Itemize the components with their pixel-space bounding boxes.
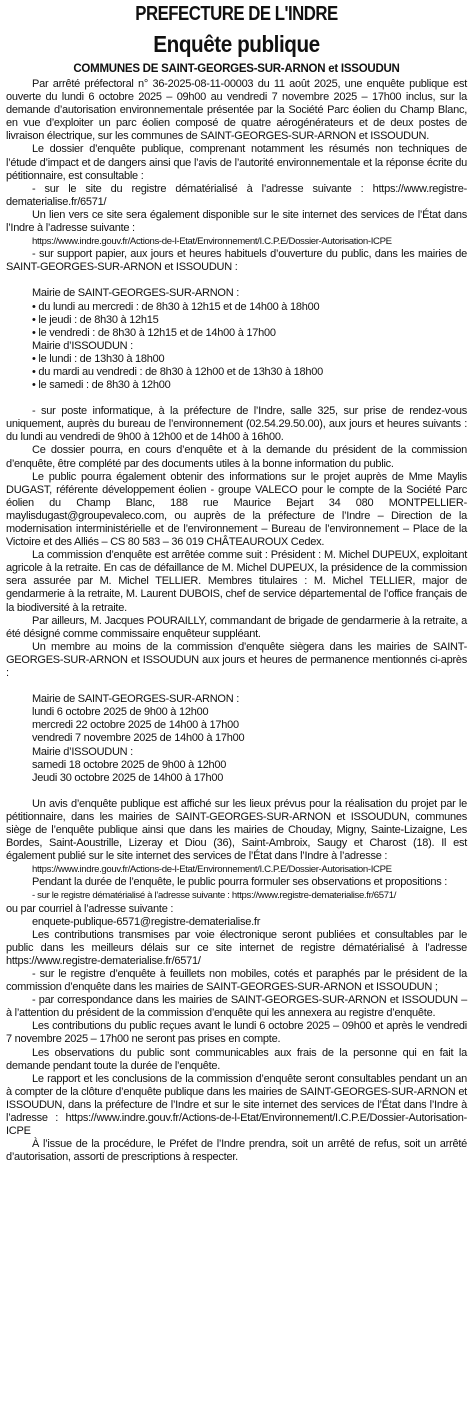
hours-line: • le jeudi : de 8h30 à 12h15 xyxy=(32,313,159,326)
paragraph-substitute: Par ailleurs, M. Jacques POURAILLY, commandant de brigade de gendarmerie à la retraite, a été désigné comme commissaire enquêteur suppléant. xyxy=(6,614,467,640)
paragraph-decision: À l’issue de la procédure, le Préfet de l’Indre prendra, soit un arrêté de refus, soit un arrêté d’autorisation, assorti de prescriptions à respecter. xyxy=(6,1138,467,1164)
paragraph-deadline: Les contributions du public reçues avant le lundi 6 octobre 2025 – 09h00 et après le vendredi 7 novembre 2025 – 17h00 ne seront pas prises en compte. xyxy=(6,1020,467,1046)
url-prefecture-1: https://www.indre.gouv.fr/Actions-de-l-Etat/Environnement/I.C.P.E/Dossier-Autorisation-ICPE xyxy=(32,236,392,248)
paragraph-communicable: Les observations du public sont communicables aux frais de la personne qui en fait la demande pendant toute la durée de l’enquête. xyxy=(6,1046,467,1072)
permanence-line: mercredi 22 octobre 2025 de 14h00 à 17h00 xyxy=(32,719,239,732)
notice-title: Enquête publique xyxy=(153,31,320,57)
mairie-hours-block xyxy=(6,287,467,392)
paragraph-link-info: Un lien vers ce site sera également disponible sur le site internet des services de l’État dans l’Indre à l’adresse suivante : xyxy=(6,208,467,235)
hours-line: Mairie d’ISSOUDUN : xyxy=(32,339,133,352)
paragraph-online-observations: - sur le registre dématérialisé à l’adresse suivante : https://www.registre-dematerialise.fr/6571/ xyxy=(32,890,397,902)
paragraph-dossier: Le dossier d’enquête publique, comprenant notamment les résumés non techniques de l’étude d’impact et de dangers ainsi que l’avis de l’autorité environnementale et la réponse écrite du pétitionnaire, est consultable : xyxy=(6,143,467,182)
paragraph-report: Le rapport et les conclusions de la commission d’enquête seront consultables pendant un an à compter de la clôture d’enquête publique dans les mairies de SAINT-GEORGES-SUR-ARNON et ISSOUDUN, dans la préfecture de l’Indre et sur le site internet des services de l’État dans l’Indre à l’adresse : https://www.indre.gouv.fr/Actions-de-l-Etat/Environnement/I.C.P.E/Dossier-Autorisation-ICPE xyxy=(6,1072,467,1138)
paragraph-email-intro: ou par courriel à l’adresse suivante : xyxy=(6,902,174,915)
email-address: enquete-publique-6571@registre-dematerialise.fr xyxy=(32,915,261,928)
paragraph-observations: Pendant la durée de l’enquête, le public pourra formuler ses observations et propositions : xyxy=(32,876,448,889)
prefecture-heading: PREFECTURE DE L'INDRE xyxy=(135,3,338,25)
paragraph-decree: Par arrêté préfectoral n° 36-2025-08-11-00003 du 11 août 2025, une enquête publique est ouverte du lundi 6 octobre 2025 – 09h00 au vendredi 7 novembre 2025 – 17h00 inclus, sur la demande d’autorisation environnementale présentée par la Société Parc éolien du Champ Blanc, en vue d’exploiter un parc éolien composé de quatre aérogénérateurs et de deux postes de livraison électrique, sur les communes de SAINT-GEORGES-SUR-ARNON et ISSOUDUN. xyxy=(6,78,467,143)
permanence-line: vendredi 7 novembre 2025 de 14h00 à 17h00 xyxy=(32,732,245,745)
paragraph-online-register: - sur le site du registre dématérialisé à l’adresse suivante : https://www.registre-dematerialise.fr/6571/ xyxy=(6,182,467,208)
paragraph-commission: La commission d’enquête est arrêtée comme suit : Président : M. Michel DUPEUX, exploitant agricole à la retraite. En cas de défaillance de M. Michel DUPEUX, la présidence de la commission sera assurée par M. Michel TELLIER. Membres titulaires : M. Michel TELLIER, major de gendarmerie à la retraite, M. Laurent DUBOIS, chef de service départemental de l’office français de la biodiversité à la retraite. xyxy=(6,549,467,614)
paragraph-display-notice: Un avis d’enquête publique est affiché sur les lieux prévus pour la réalisation du projet par le pétitionnaire, dans les mairies de SAINT-GEORGES-SUR-ARNON et ISSOUDUN, communes siège de l’enquête publique ainsi que dans les mairies de Chouday, Migny, Sainte-Lizaigne, Les Bordes, Saint-Aoustrille, Lizeray et Diou (36), Saint-Ambroix, Saugy et Charost (18). Il est également publié sur le site internet des services de l’État dans l’Indre à l’adresse : xyxy=(6,797,467,863)
paragraph-correspondence: - par correspondance dans les mairies de SAINT-GEORGES-SUR-ARNON et ISSOUDUN – à l’attention du président de la commission d’enquête qui les annexera au registre d’enquête. xyxy=(6,994,467,1020)
hours-line: • du mardi au vendredi : de 8h30 à 12h00 et de 13h30 à 18h00 xyxy=(32,365,323,378)
permanence-line: Mairie d’ISSOUDUN : xyxy=(32,745,133,758)
permanence-line: Jeudi 30 octobre 2025 de 14h00 à 17h00 xyxy=(32,771,224,784)
url-prefecture-2: https://www.indre.gouv.fr/Actions-de-l-Etat/Environnement/I.C.P.E/Dossier-Autorisation-ICPE xyxy=(32,864,392,876)
permanence-block xyxy=(6,693,467,785)
hours-line: • du lundi au mercredi : de 8h30 à 12h15 et de 14h00 à 18h00 xyxy=(32,300,320,313)
hours-line: Mairie de SAINT-GEORGES-SUR-ARNON : xyxy=(32,287,240,300)
hours-line: • le vendredi : de 8h30 à 12h15 et de 14h00 à 17h00 xyxy=(32,326,276,339)
communes-heading: COMMUNES DE SAINT-GEORGES-SUR-ARNON et ISSOUDUN xyxy=(73,63,400,75)
paragraph-contact: Le public pourra également obtenir des informations sur le projet auprès de Mme Maylis DUGAST, référente développement éolien - groupe VALECO pour le compte de la Société Parc éolien du Champ Blanc, 188 rue Maurice Bejart 34 080 MONTPELLIER- maylisdugast@groupevaleco.com, ou auprès de la préfecture de l’Indre – Direction de la modernisation interministérielle et de l’environnement – Bureau de l’environnement – Place de la Victoire et des Alliés – CS 80 583 – 36 019 CHÂTEAUROUX Cedex. xyxy=(6,470,467,549)
hours-line: • le samedi : de 8h30 à 12h00 xyxy=(32,379,171,392)
paragraph-paper-register: - sur le registre d’enquête à feuillets non mobiles, cotés et paraphés par le président de la commission d’enquête dans les mairies de SAINT-GEORGES-SUR-ARNON et ISSOUDUN ; xyxy=(6,968,467,994)
permanence-line: lundi 6 octobre 2025 de 9h00 à 12h00 xyxy=(32,706,209,719)
paragraph-dossier-completion: Ce dossier pourra, en cours d’enquête et à la demande du président de la commission d’enquête, être complété par des documents utiles à la bonne information du public. xyxy=(6,444,467,470)
paragraph-paper-support: - sur support papier, aux jours et heures habituels d’ouverture du public, dans les mairies de SAINT-GEORGES-SUR-ARNON et ISSOUDUN : xyxy=(6,248,467,274)
paragraph-computer-access: - sur poste informatique, à la préfecture de l’Indre, salle 325, sur prise de rendez-vous uniquement, auprès du bureau de l’environnement (02.54.29.50.00), aux jours et heures suivants : du lundi au vendredi de 9h00 à 12h00 et de 14h00 à 16h00. xyxy=(6,405,467,444)
permanence-line: Mairie de SAINT-GEORGES-SUR-ARNON : xyxy=(32,693,240,706)
permanence-line: samedi 18 octobre 2025 de 9h00 à 12h00 xyxy=(32,758,227,771)
hours-line: • le lundi : de 13h30 à 18h00 xyxy=(32,352,165,365)
paragraph-electronic-contributions: Les contributions transmises par voie électronique seront publiées et consultables par le public dans les meilleurs délais sur ce site internet de registre dématérialisé à l’adresse https://www.registre-dematerialise.fr/6571/ xyxy=(6,928,467,967)
paragraph-permanence-intro: Un membre au moins de la commission d’enquête siègera dans les mairies de SAINT-GEORGES-SUR-ARNON et ISSOUDUN aux jours et heures de permanence mentionnés ci-après : xyxy=(6,640,467,680)
